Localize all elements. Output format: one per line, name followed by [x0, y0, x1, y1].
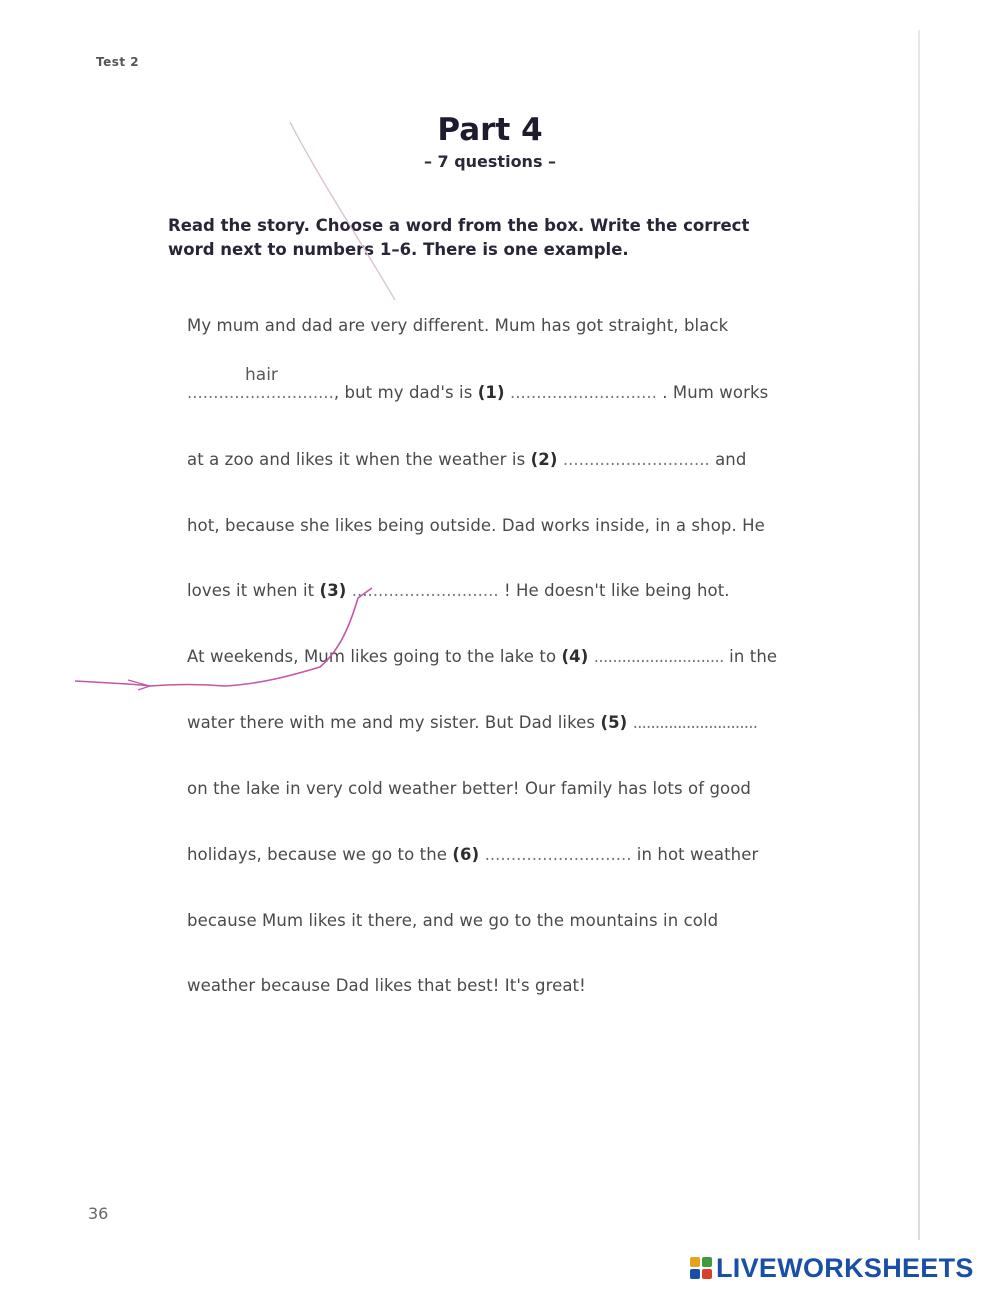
page-number: 36	[88, 1204, 109, 1223]
story-text: water there with me and my sister. But Dad likes	[187, 713, 601, 732]
gap-dots: ............................	[509, 383, 657, 402]
gap-6	[485, 845, 632, 864]
story-text: holidays, because we go to the	[187, 845, 453, 864]
story-line-10	[187, 911, 718, 930]
story-line-1	[187, 316, 728, 335]
story-text: My mum and dad are very different. Mum has got straight, black	[187, 316, 729, 335]
gap-dots: ............................	[484, 845, 632, 864]
story-text: on the lake in very cold weather better! Our family has lots of good	[187, 779, 751, 798]
answer-input-6[interactable]	[485, 840, 632, 860]
answer-input-2[interactable]	[563, 445, 710, 465]
example-answer: hair	[245, 365, 278, 385]
part-title: Part 4	[437, 112, 543, 148]
gap-3	[352, 581, 499, 600]
question-number-4: (4)	[561, 647, 589, 666]
story-line-8	[187, 779, 751, 798]
answer-input-3[interactable]	[352, 576, 499, 596]
story-line-4	[187, 516, 765, 535]
answer-input-4[interactable]	[594, 642, 724, 662]
story-line-6	[187, 647, 777, 666]
gap-dots: ............................	[562, 450, 710, 469]
story-text: At weekends, Mum likes going to the lake to	[187, 647, 562, 666]
gap-5	[633, 713, 757, 732]
story-text: and	[709, 450, 747, 469]
answer-input-5[interactable]	[633, 708, 757, 728]
example-gap	[187, 365, 334, 402]
story-text: weather because Dad likes that best! It's great!	[187, 976, 586, 995]
story-text: hot, because she likes being outside. Dad works inside, in a shop. He	[187, 516, 765, 535]
question-number-2: (2)	[530, 450, 558, 469]
answer-input-1[interactable]	[510, 378, 657, 398]
story-line-7	[187, 713, 757, 732]
gap-dots: ............................	[351, 581, 499, 600]
instructions-line-1: Read the story. Choose a word from the box. Write the correct	[168, 216, 750, 235]
question-number-1: (1)	[477, 383, 505, 402]
page-edge-shadow	[918, 30, 920, 1240]
story-text: at a zoo and likes it when the weather is	[187, 450, 531, 469]
gap-4	[594, 647, 724, 666]
story-text: , but my dad's is	[333, 383, 478, 402]
question-number-6: (6)	[452, 845, 480, 864]
brand-name: LIVEWORKSHEETS	[716, 1252, 974, 1283]
question-number-3: (3)	[319, 581, 347, 600]
gap-2	[563, 450, 710, 469]
liveworksheets-logo-icon	[690, 1257, 712, 1279]
story-text: loves it when it	[187, 581, 320, 600]
story-text: . Mum works	[656, 383, 769, 402]
story-text: in the	[723, 647, 778, 666]
story-line-2	[187, 365, 769, 402]
gap-dots: ............................	[187, 383, 334, 402]
story-text: ! He doesn't like being hot.	[498, 581, 730, 600]
gap-dots: ............................	[593, 647, 724, 666]
story-line-11	[187, 976, 586, 995]
story-line-5	[187, 581, 730, 600]
story-line-3	[187, 450, 746, 469]
instructions	[168, 214, 808, 262]
question-number-5: (5)	[600, 713, 628, 732]
liveworksheets-brand[interactable]	[690, 1252, 974, 1284]
story-text: in hot weather	[631, 845, 759, 864]
gap-1	[510, 383, 657, 402]
story-line-9	[187, 845, 758, 864]
gap-dots: ............................	[632, 713, 758, 732]
story-text: because Mum likes it there, and we go to the mountains in cold	[187, 911, 719, 930]
test-label: Test 2	[96, 55, 140, 69]
instructions-line-2: word next to numbers 1–6. There is one example.	[168, 240, 629, 259]
part-subtitle: – 7 questions –	[423, 152, 557, 171]
